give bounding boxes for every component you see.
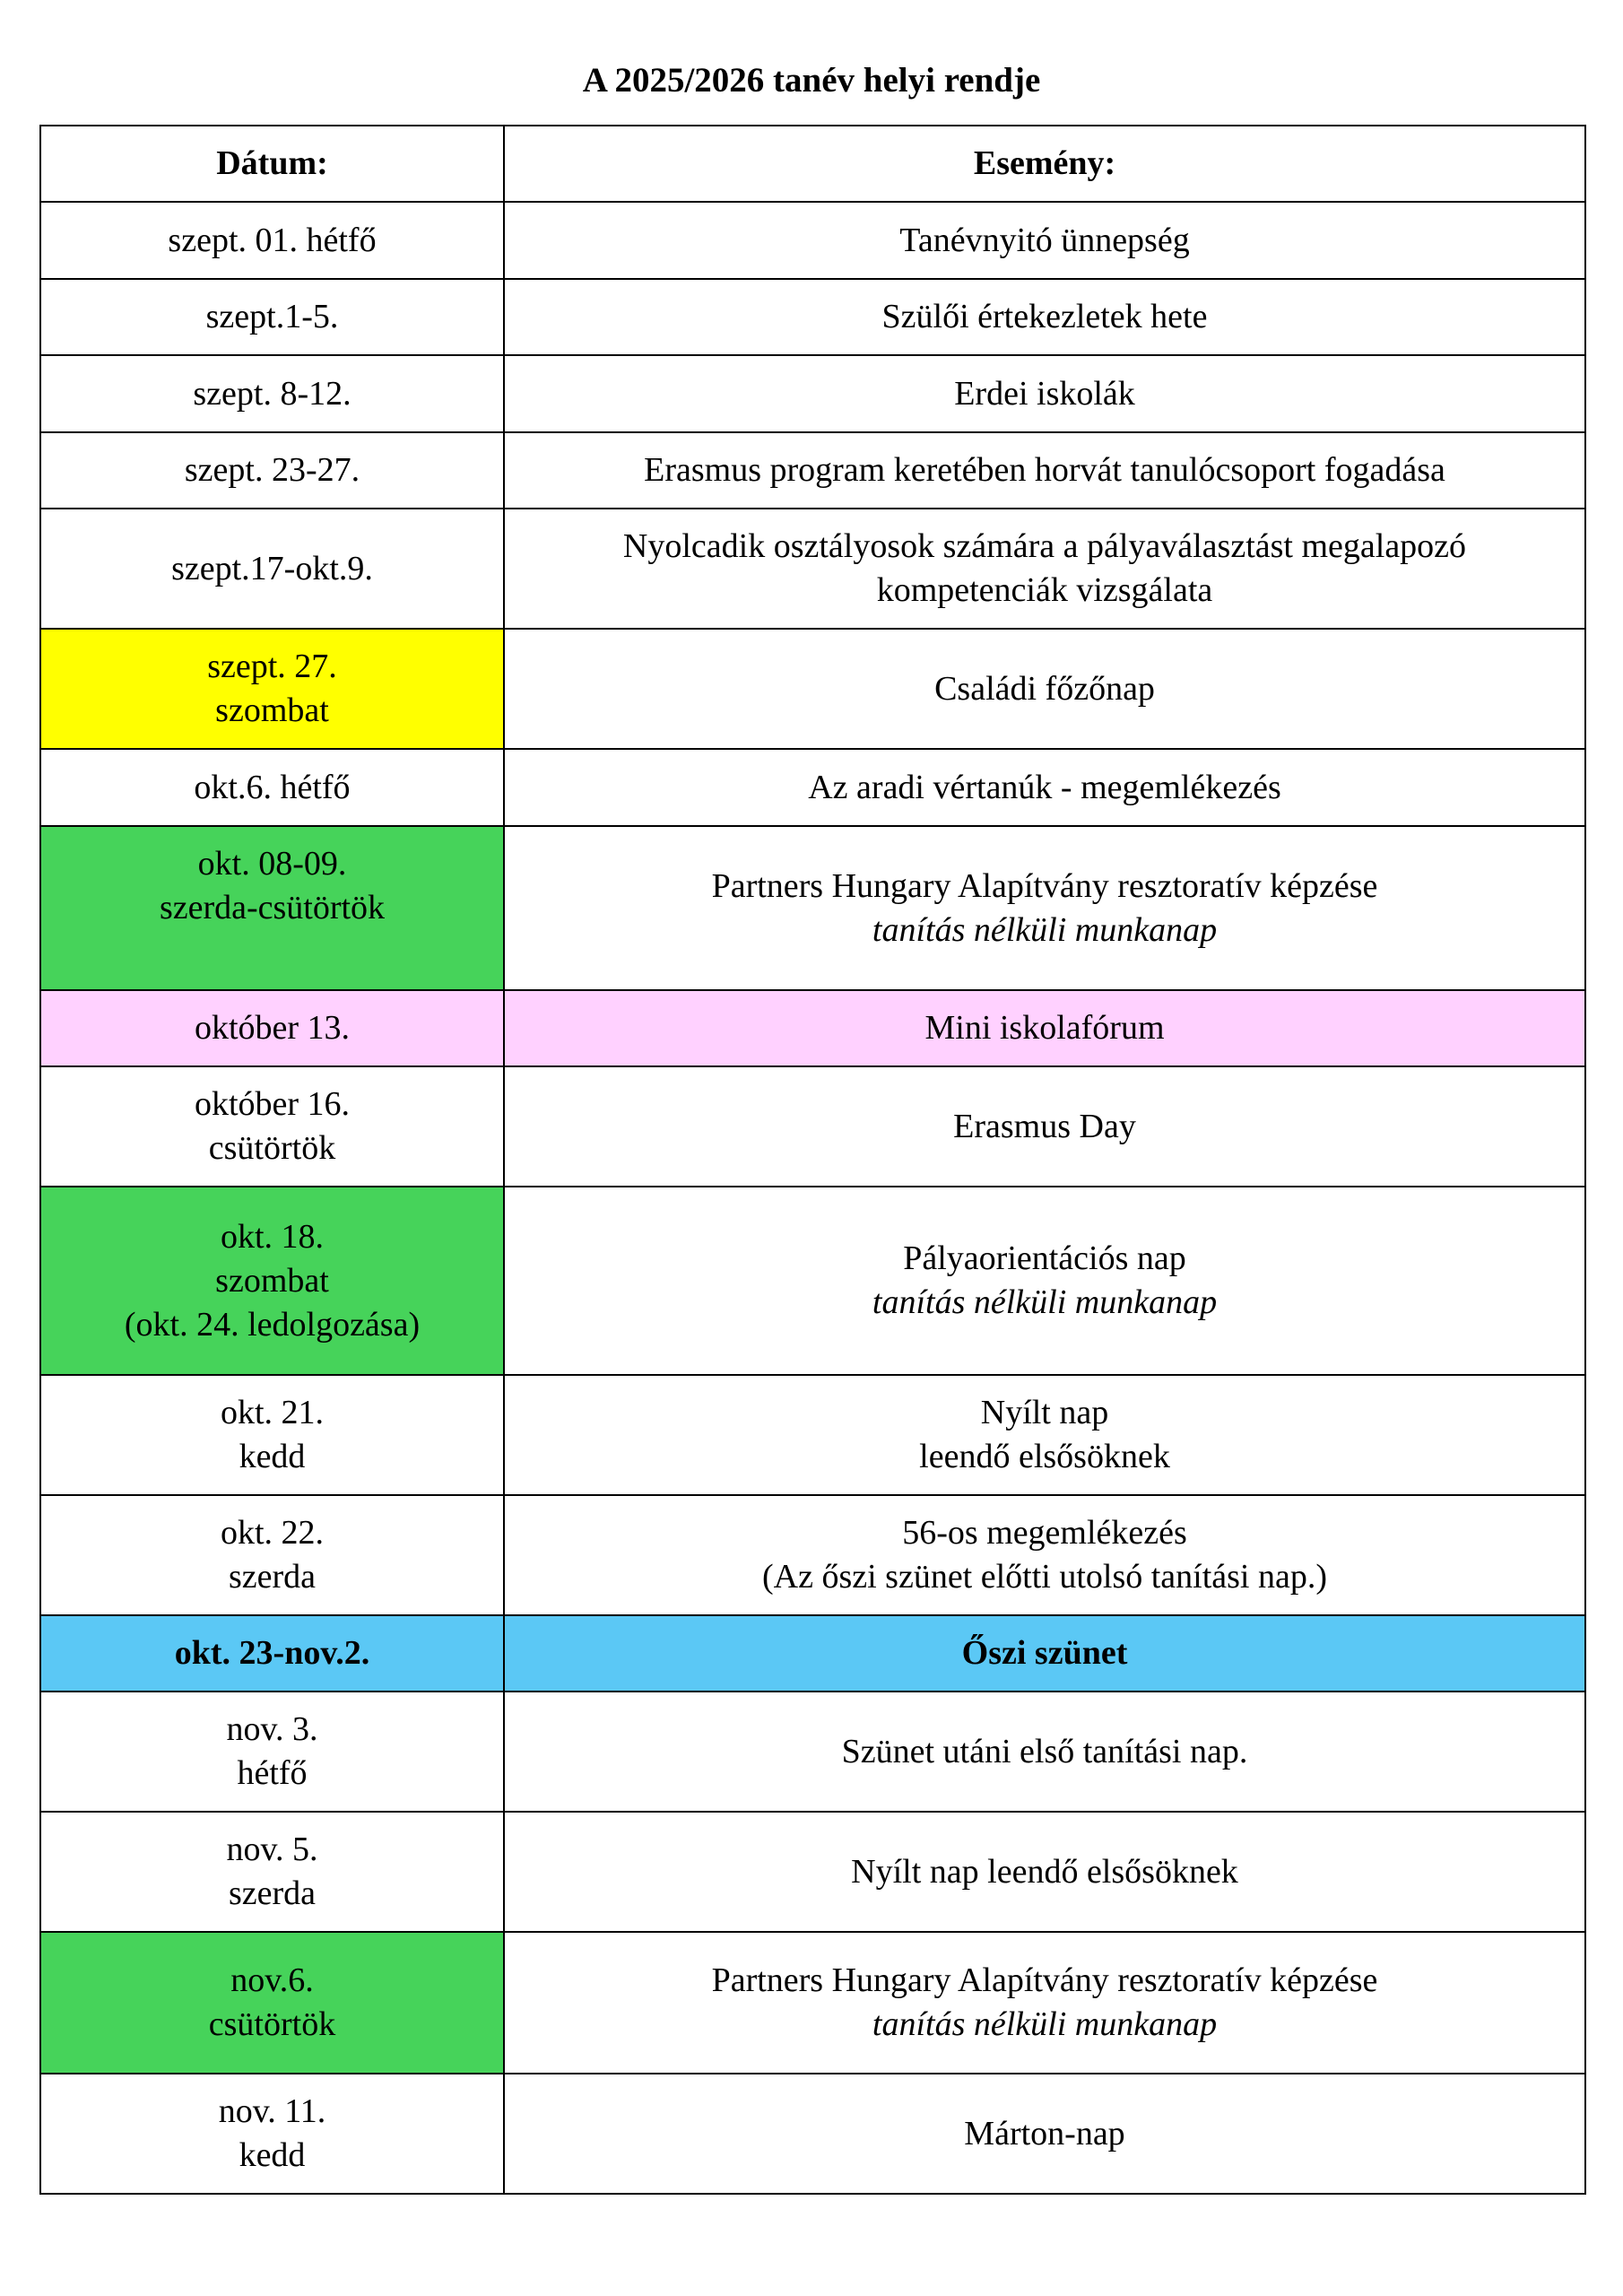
date-text: nov. 5. — [226, 1831, 318, 1868]
date-text: nov.6. — [230, 1961, 314, 1999]
date-text: okt. 08-09. — [197, 845, 347, 883]
date-text: szept. 23-27. — [184, 451, 360, 489]
table-row — [40, 432, 1585, 509]
date-text: csütörtök — [208, 2005, 336, 2043]
event-text: Nyílt nap — [980, 1394, 1109, 1431]
document-title: A 2025/2026 tanév helyi rendje — [582, 61, 1041, 100]
table-row — [40, 1375, 1585, 1495]
date-text: okt. 18. — [220, 1217, 325, 1256]
date-text: (okt. 24. ledolgozása) — [124, 1305, 421, 1344]
date-cell — [40, 629, 504, 749]
event-cell — [504, 1615, 1585, 1692]
table-row — [40, 2074, 1585, 2194]
event-cell — [504, 749, 1585, 826]
date-text: szept.17-okt.9. — [171, 549, 373, 587]
date-text: szerda — [228, 1874, 317, 1912]
event-cell — [504, 2074, 1585, 2194]
table-header-row — [40, 126, 1585, 202]
date-text: nov. 11. — [218, 2092, 326, 2130]
table-row — [40, 629, 1585, 749]
event-cell — [504, 1187, 1585, 1375]
event-text: Tanévnyitó ünnepség — [899, 221, 1190, 259]
date-cell — [40, 1066, 504, 1187]
event-text: (Az őszi szünet előtti utolsó tanítási nap.) — [761, 1558, 1328, 1596]
table-row — [40, 202, 1585, 279]
event-note: tanítás nélküli munkanap — [872, 2005, 1218, 2043]
event-text: Partners Hungary Alapítvány resztoratív képzése — [711, 866, 1378, 905]
date-cell — [40, 355, 504, 432]
event-cell — [504, 1812, 1585, 1932]
event-cell — [504, 1066, 1585, 1187]
table-row — [40, 826, 1585, 990]
date-cell — [40, 1692, 504, 1812]
date-text: csütörtök — [208, 1129, 336, 1167]
event-cell — [504, 509, 1585, 629]
date-cell — [40, 1495, 504, 1615]
date-text: szombat — [215, 1261, 329, 1300]
table-row — [40, 1692, 1585, 1812]
event-text: Erasmus program keretében horvát tanulócsoport fogadása — [644, 451, 1445, 489]
date-cell — [40, 1812, 504, 1932]
date-cell — [40, 432, 504, 509]
date-text: szombat — [215, 691, 329, 729]
date-cell — [40, 279, 504, 355]
event-note: tanítás nélküli munkanap — [872, 1283, 1218, 1321]
event-cell — [504, 826, 1585, 990]
date-cell — [40, 202, 504, 279]
date-cell — [40, 1187, 504, 1375]
date-text: szept. 27. — [207, 648, 337, 685]
event-cell — [504, 1692, 1585, 1812]
date-cell — [40, 2074, 504, 2194]
event-text: Pályaorientációs nap — [903, 1239, 1186, 1277]
date-text: kedd — [239, 2136, 306, 2174]
event-text: Márton-nap — [964, 2114, 1125, 2152]
event-cell — [504, 279, 1585, 355]
event-text: Erasmus Day — [953, 1107, 1136, 1145]
date-text: szerda-csütörtök — [159, 889, 386, 926]
table-row — [40, 1066, 1585, 1187]
date-cell — [40, 826, 504, 990]
table-row — [40, 990, 1585, 1066]
event-text: kompetenciák vizsgálata — [876, 571, 1213, 609]
table-row — [40, 1495, 1585, 1615]
event-cell — [504, 202, 1585, 279]
table-row — [40, 749, 1585, 826]
date-text: október 13. — [194, 1009, 351, 1047]
event-text: Nyílt nap leendő elsősöknek — [851, 1852, 1238, 1891]
event-text: Partners Hungary Alapítvány resztoratív képzése — [711, 1961, 1378, 1999]
date-column-header: Dátum: — [40, 126, 504, 202]
event-cell — [504, 1375, 1585, 1495]
event-text: Őszi szünet — [961, 1634, 1128, 1672]
event-text: 56-os megemlékezés — [902, 1514, 1187, 1552]
date-text: október 16. — [194, 1085, 351, 1123]
date-text: okt.6. hétfő — [194, 768, 351, 806]
table-row — [40, 355, 1585, 432]
date-cell — [40, 1375, 504, 1495]
event-cell — [504, 1932, 1585, 2074]
event-text: Szülői értekezletek hete — [881, 298, 1208, 335]
table-row — [40, 509, 1585, 629]
event-text: Szünet utáni első tanítási nap. — [841, 1732, 1248, 1770]
event-cell — [504, 355, 1585, 432]
event-text: Az aradi vértanúk - megemlékezés — [808, 768, 1281, 806]
date-text: hétfő — [237, 1754, 308, 1792]
date-cell — [40, 1615, 504, 1692]
date-cell — [40, 749, 504, 826]
event-cell — [504, 629, 1585, 749]
event-text: Erdei iskolák — [954, 374, 1135, 413]
table-body — [40, 202, 1585, 2194]
date-text: okt. 21. — [220, 1394, 325, 1431]
date-cell — [40, 990, 504, 1066]
event-column-header: Esemény: — [504, 126, 1585, 202]
event-text: Nyolcadik osztályosok számára a pályaválasztást megalapozó — [622, 527, 1467, 565]
event-cell — [504, 432, 1585, 509]
table-row — [40, 1187, 1585, 1375]
date-text: okt. 23-nov.2. — [174, 1634, 370, 1672]
event-text: Családi főzőnap — [934, 669, 1155, 708]
table-row — [40, 279, 1585, 355]
schedule-table — [39, 125, 1586, 2195]
date-text: szept.1-5. — [205, 298, 339, 335]
date-text: szept. 8-12. — [193, 374, 352, 413]
date-text: nov. 3. — [226, 1710, 318, 1748]
table-row — [40, 1615, 1585, 1692]
date-text: szerda — [228, 1558, 317, 1596]
event-cell — [504, 1495, 1585, 1615]
date-text — [52, 930, 492, 974]
event-text: Mini iskolafórum — [924, 1009, 1165, 1047]
table-row — [40, 1932, 1585, 2074]
date-text: kedd — [239, 1438, 306, 1475]
event-cell — [504, 990, 1585, 1066]
table-row — [40, 1812, 1585, 1932]
date-text: szept. 01. hétfő — [168, 221, 377, 259]
date-text: okt. 22. — [220, 1514, 325, 1552]
event-note: tanítás nélküli munkanap — [872, 910, 1218, 949]
date-cell — [40, 1932, 504, 2074]
date-cell — [40, 509, 504, 629]
event-text: leendő elsősöknek — [919, 1438, 1170, 1475]
